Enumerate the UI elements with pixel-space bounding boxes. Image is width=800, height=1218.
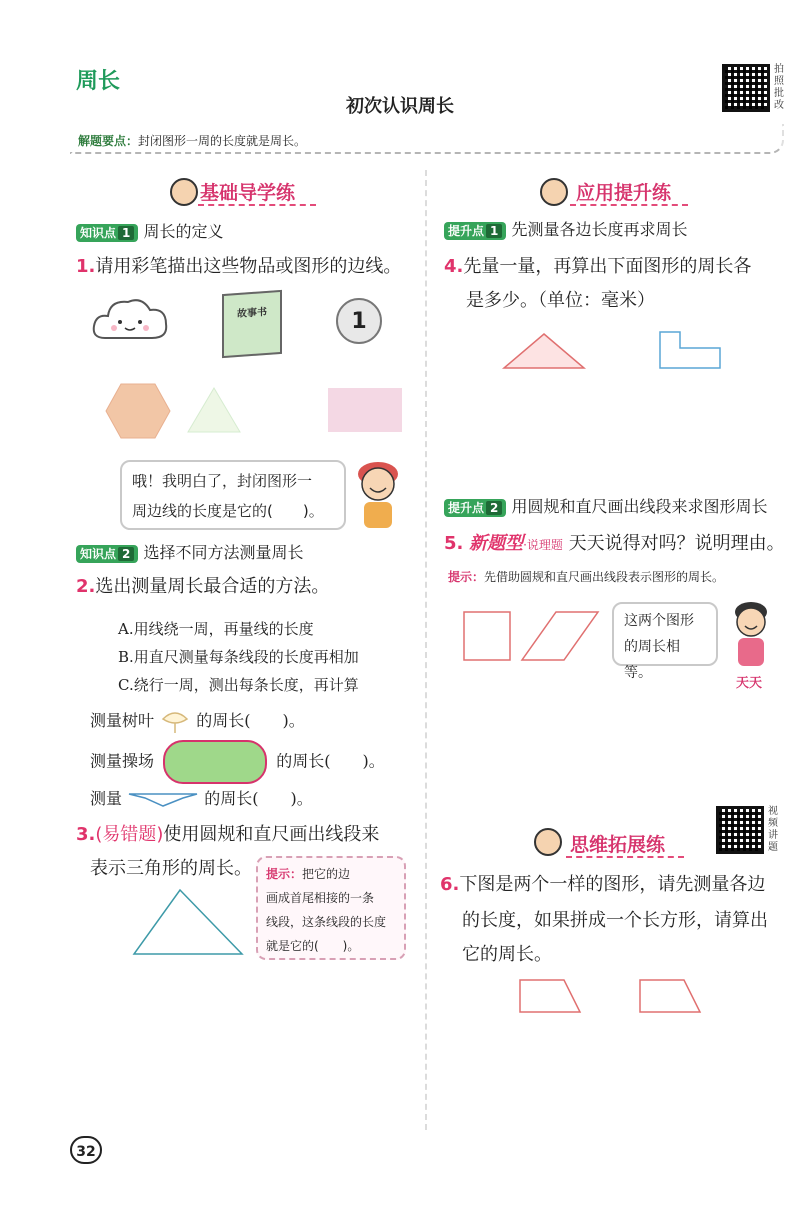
question-text: 下图是两个一样的图形，请先测量各边	[459, 874, 766, 895]
knowledge-point-2	[76, 540, 303, 563]
row-playground	[90, 740, 385, 784]
bubble-line: 哦！我明白了，封闭图形一	[132, 472, 313, 490]
rectangle-figure[interactable]	[328, 388, 402, 432]
bubble-line: 的周长相等。	[624, 639, 680, 681]
hint-text: 先借助圆规和直尺画出线段表示图形的周长。	[484, 570, 725, 584]
q6-trapezoids[interactable]	[512, 976, 712, 1016]
storybook-figure[interactable]	[222, 290, 282, 358]
kid-face-icon	[170, 178, 198, 206]
option-list	[118, 615, 359, 699]
speech-bubble-1	[120, 460, 346, 530]
kp-text: 周长的定义	[143, 222, 224, 241]
row-label: 测量操场	[90, 751, 155, 771]
question-text: 使用圆规和直尺画出线段来	[163, 824, 380, 845]
trapezoid-right	[640, 980, 700, 1012]
qr-label-video: 视频讲题	[768, 806, 778, 853]
coin-label: 1	[351, 309, 367, 334]
tp-num: 2	[486, 501, 502, 515]
question-4	[444, 250, 751, 284]
bubble-line: 周边线的长度是它的( )。	[132, 502, 324, 520]
zigzag-shape-icon	[127, 790, 199, 810]
hexagon-figure[interactable]	[104, 382, 172, 440]
question-number: 6.	[440, 874, 460, 895]
l-shape-figure-q4[interactable]	[656, 328, 726, 372]
question-4-line2: 是多少。（单位：毫米）	[466, 290, 655, 311]
tp-text: 先测量各边长度再求周长	[511, 220, 688, 239]
tip-banner	[70, 124, 784, 154]
question-number: 3.	[76, 824, 96, 845]
question-6	[440, 868, 765, 902]
triangle-figure-q3[interactable]	[130, 886, 246, 958]
improve-point-2	[444, 494, 767, 517]
question-number: 1.	[76, 256, 96, 277]
speech-bubble-q5	[612, 602, 718, 681]
kid-face-icon	[540, 178, 568, 206]
hint-label: 提示：	[448, 570, 485, 584]
option-c: C.绕行一周，测出每条长度，再计算	[118, 676, 359, 694]
bubble-line: 这两个图形	[624, 613, 694, 629]
hint-line: 线段，这条线段的长度	[266, 915, 387, 929]
knowledge-point-1	[76, 219, 223, 242]
hint-line: 画成首尾相接的一条	[266, 891, 375, 905]
improve-point-1	[444, 217, 687, 240]
column-divider	[425, 170, 427, 1130]
parallelogram-figure	[522, 612, 598, 660]
question-text: 选出测量周长最合适的方法。	[95, 576, 330, 597]
hint-line: 把它的边	[302, 867, 351, 881]
section-underline	[566, 856, 684, 858]
row-label: 测量树叶	[90, 711, 155, 730]
option-a: A.用线绕一周，再量线的长度	[118, 620, 314, 638]
tp-text: 用圆规和直尺画出线段来求图形周长	[511, 497, 768, 516]
qr-code-video[interactable]	[716, 806, 764, 854]
kid-face-icon	[534, 828, 562, 856]
tp-tag: 提升点	[448, 501, 485, 515]
hint-line: 就是它的( )。	[266, 939, 360, 953]
question-number: 2.	[76, 576, 96, 597]
question-3-line2: 表示三角形的周长。	[90, 858, 252, 879]
question-3	[76, 818, 379, 852]
triangle-figure-faint[interactable]	[184, 384, 244, 436]
error-prone-tag: (易错题)	[95, 824, 164, 845]
character-name: 天天	[736, 676, 763, 691]
row-label: 测量	[90, 789, 123, 808]
option-b: B.用直尺测量每条线段的长度再相加	[118, 648, 359, 666]
row-shape	[90, 786, 313, 810]
tip-text: 封闭图形一周的长度就是周长。	[138, 134, 307, 148]
ginkgo-leaf-icon	[159, 709, 191, 735]
section-title-apply: 应用提升练	[576, 182, 672, 204]
question-number: 5.	[444, 533, 464, 554]
question-2	[76, 570, 329, 604]
page-number: 32	[70, 1136, 102, 1164]
kp-text: 选择不同方法测量周长	[143, 543, 304, 562]
question-number: 4.	[444, 256, 464, 277]
kp-tag: 知识点	[80, 226, 117, 240]
question-1	[76, 250, 401, 284]
question-text: 请用彩笔描出这些物品或图形的边线。	[95, 256, 402, 277]
trapezoid-left	[520, 980, 580, 1012]
tip-label: 解题要点：	[78, 134, 139, 148]
kp-tag: 知识点	[80, 547, 117, 561]
row-leaf	[90, 708, 305, 735]
hint-label: 提示：	[266, 867, 303, 881]
section-underline	[198, 204, 316, 206]
unit-title: 周长	[76, 69, 121, 94]
row-answer[interactable]: 的周长( )。	[276, 751, 385, 771]
cloud-figure[interactable]	[90, 292, 170, 344]
question-6-line3: 它的周长。	[462, 944, 552, 965]
reasoning-tag: ·说理题	[523, 538, 563, 552]
kp-num: 1	[118, 226, 134, 240]
tp-num: 1	[486, 224, 502, 238]
row-answer[interactable]: 的周长( )。	[204, 789, 313, 808]
question-text: 先量一量，再算出下面图形的周长各	[463, 256, 752, 277]
question-text: 天天说得对吗？说明理由。	[568, 533, 785, 554]
triangle-figure-q4[interactable]	[500, 330, 588, 372]
tiantian-character	[726, 600, 776, 668]
square-figure	[464, 612, 510, 660]
playground-icon	[163, 740, 267, 784]
qr-code[interactable]	[722, 64, 770, 112]
book-label: 故事书	[237, 306, 267, 321]
section-title-extend: 思维拓展练	[570, 834, 666, 856]
question-6-line2: 的长度，如果拼成一个长方形，请算出	[462, 910, 768, 931]
hint-q5	[448, 568, 724, 585]
section-title-basic: 基础导学练	[200, 182, 296, 204]
question-5	[444, 527, 785, 562]
row-answer[interactable]: 的周长( )。	[196, 711, 305, 730]
q5-figures[interactable]	[460, 606, 600, 664]
qr-label-photo-grade: 拍照批改	[774, 64, 784, 111]
lesson-title: 初次认识周长	[346, 96, 454, 117]
tp-tag: 提升点	[448, 224, 485, 238]
new-type-tag: 新题型	[469, 533, 524, 554]
hint-box-q3	[256, 856, 406, 960]
section-underline	[570, 204, 688, 206]
kp-num: 2	[118, 547, 134, 561]
boy-cap-character	[350, 452, 406, 530]
coin-figure[interactable]	[336, 298, 382, 344]
